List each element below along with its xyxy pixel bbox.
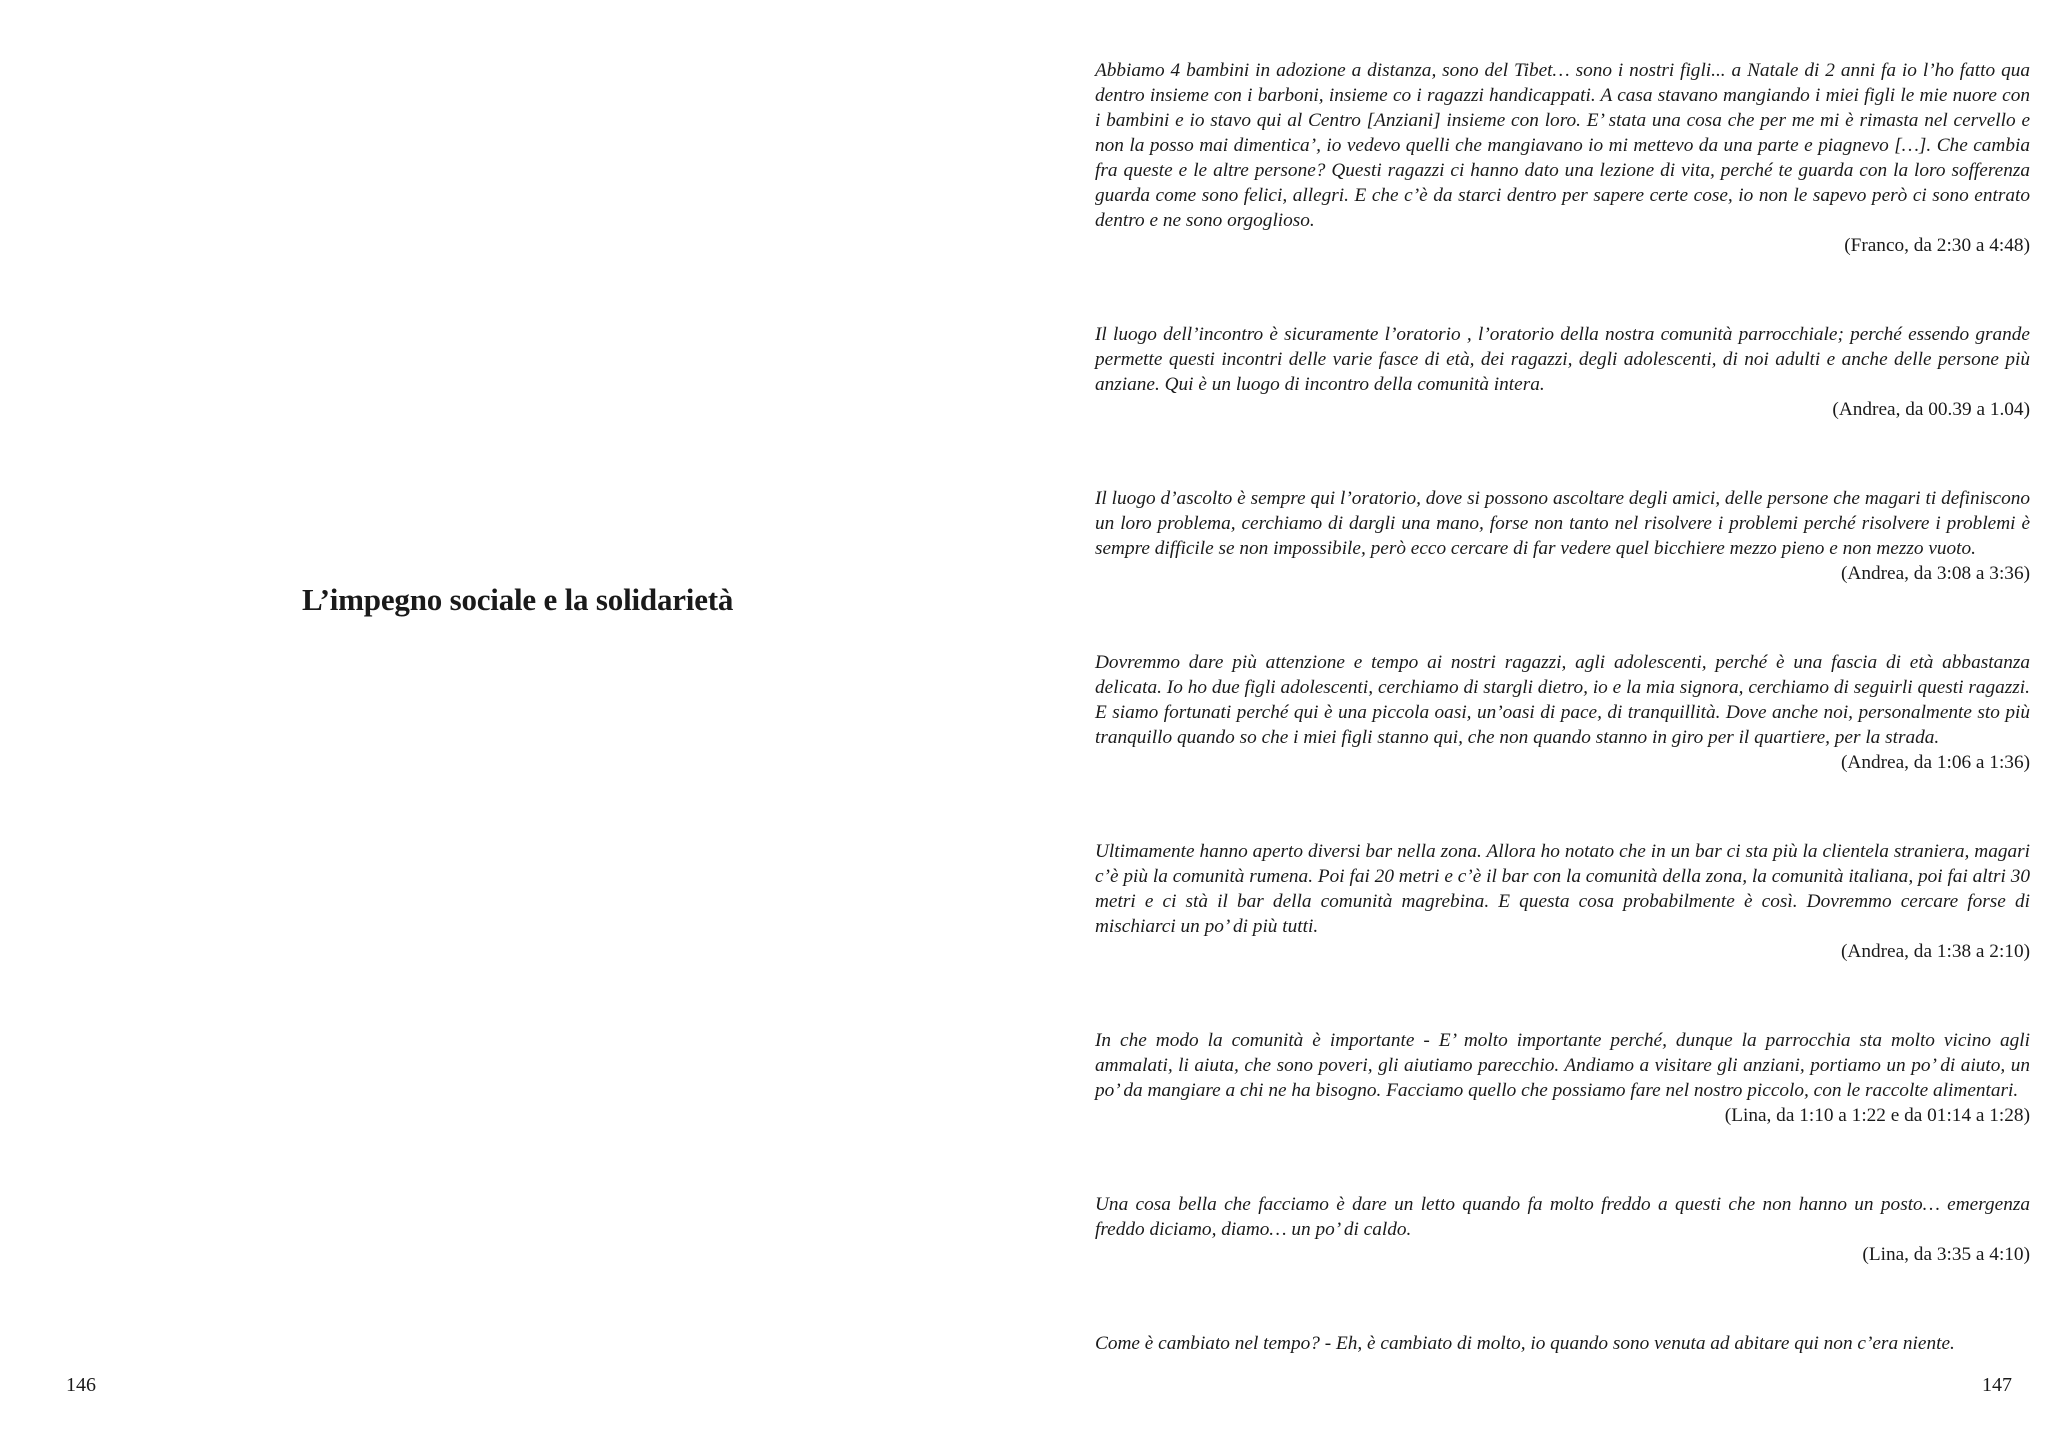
quote-text: Abbiamo 4 bambini in adozione a distanza, sono del Tibet… sono i nostri figli... a Natale di 2 anni fa io l’ho fatto qua dentro insieme con i barboni, insieme co i ragazzi handicappati. A casa stavano mangiando i miei figli le mie nuore con i bambini e io stavo qui al Centro [Anziani] insieme con loro. E’ stata una cosa che per me mi è rimasta nel cervello e non la posso mai dimentica’, io vedevo quelli che mangiavano io mi mettevo da una parte e piagnevo […]. Che cambia fra queste e le altre persone? Questi ragazzi ci hanno dato una lezione di vita, perché te guarda con la loro sofferenza guarda come sono felici, allegri. E che c’è da starci dentro per sapere certe cose, io non le sapevo però ci sono entrato dentro e ne sono orgoglioso. — [1095, 60, 2030, 231]
quote-text: Come è cambiato nel tempo? - Eh, è cambiato di molto, io quando sono venuta ad abitare qui non c’era niente. — [1095, 1333, 1955, 1354]
quote-block — [1095, 1331, 2030, 1356]
quote-source: (Andrea, da 3:08 a 3:36) — [1841, 563, 2030, 584]
quote-block — [1095, 1192, 2030, 1267]
quote-block — [1095, 58, 2030, 258]
quote-block — [1095, 1028, 2030, 1128]
quote-block — [1095, 322, 2030, 422]
page-number-left: 146 — [66, 1374, 96, 1396]
quote-source: (Franco, da 2:30 a 4:48) — [1844, 235, 2030, 256]
quote-text: Una cosa bella che facciamo è dare un letto quando fa molto freddo a questi che non hanno un posto… emergenza freddo diciamo, diamo… un po’ di caldo. — [1095, 1194, 2030, 1240]
quote-source: (Andrea, da 1:38 a 2:10) — [1841, 941, 2030, 962]
right-page — [1024, 0, 2048, 1448]
quote-list — [1095, 58, 2030, 1356]
section-title: L’impegno sociale e la solidarietà — [302, 582, 734, 617]
quote-text: Dovremmo dare più attenzione e tempo ai nostri ragazzi, agli adolescenti, perché è una fascia di età abbastanza delicata. Io ho due figli adolescenti, cerchiamo di stargli dietro, io e la mia signora, cerchiamo di seguirli questi ragazzi. E siamo fortunati perché qui è una piccola oasi, un’oasi di pace, di tranquillità. Dove anche noi, personalmente sto più tranquillo quando so che i miei figli stanno qui, che non quando stanno in giro per il quartiere, per la strada. — [1095, 652, 2030, 748]
quote-source: (Andrea, da 00.39 a 1.04) — [1832, 399, 2030, 420]
quote-block — [1095, 486, 2030, 586]
quote-text: Ultimamente hanno aperto diversi bar nella zona. Allora ho notato che in un bar ci sta più la clientela straniera, magari c’è più la comunità rumena. Poi fai 20 metri e c’è il bar con la comunità della zona, la comunità italiana, poi fai altri 30 metri e ci stà il bar della comunità magrebina. E questa cosa probabilmente è così. Dovremmo cercare forse di mischiarci un po’ di più tutti. — [1095, 841, 2030, 937]
page-number-right: 147 — [1982, 1374, 2012, 1396]
quote-source: (Lina, da 1:10 a 1:22 e da 01:14 a 1:28) — [1724, 1105, 2030, 1126]
quote-source: (Andrea, da 1:06 a 1:36) — [1841, 752, 2030, 773]
quote-text: Il luogo d’ascolto è sempre qui l’oratorio, dove si possono ascoltare degli amici, delle persone che magari ti definiscono un loro problema, cerchiamo di dargli una mano, forse non tanto nel risolvere i problemi perché risolvere i problemi è sempre difficile se non impossibile, però ecco cercare di far vedere quel bicchiere mezzo pieno e non mezzo vuoto. — [1095, 488, 2030, 559]
quote-block — [1095, 650, 2030, 775]
quote-text: Il luogo dell’incontro è sicuramente l’oratorio , l’oratorio della nostra comunità parrocchiale; perché essendo grande permette questi incontri delle varie fasce di età, dei ragazzi, degli adolescenti, di noi adulti e anche delle persone più anziane. Qui è un luogo di incontro della comunità intera. — [1095, 324, 2030, 395]
quote-block — [1095, 839, 2030, 964]
quote-source: (Lina, da 3:35 a 4:10) — [1862, 1244, 2030, 1265]
quote-text: In che modo la comunità è importante - E’ molto importante perché, dunque la parrocchia sta molto vicino agli ammalati, li aiuta, che sono poveri, gli aiutiamo parecchio. Andiamo a visitare gli anziani, portiamo un po’ di aiuto, un po’ da mangiare a chi ne ha bisogno. Facciamo quello che possiamo fare nel nostro piccolo, con le raccolte alimentari. — [1095, 1030, 2030, 1101]
